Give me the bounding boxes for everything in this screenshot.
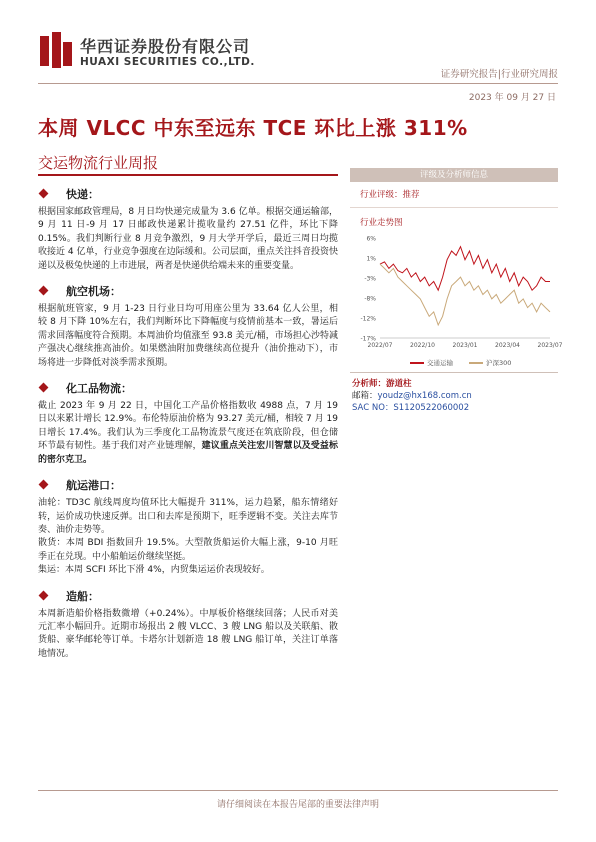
section-paragraph [38,537,338,564]
sidebar-head: 评级及分析师信息 [350,168,558,182]
paragraph-text: 根据航班管家，9 月 1-23 日行业日均可用座公里为 33.64 亿人公里，相较 8 月下降 10%左右，我们判断环比下降幅度与疫情前基本一致，暑运后需求回落幅度符合预期。本周油价均值涨至 93.8 美元/桶，市场担心沙特减产强决心继续推高油价。如果燃油附加费继续高位提升（油价推动下），市场将进一步降低对淡季需求预期。 [38,304,338,368]
series-line [380,247,550,291]
analyst-name: 游道柱 [386,379,412,389]
logo-mark-icon [40,32,72,68]
section-head [38,283,338,299]
diamond-bullet-icon [39,383,49,393]
page-subtitle: 交运物流行业周报 [38,154,159,172]
section-paragraph [38,608,338,662]
industry-rating [350,182,558,208]
legend-label: 沪深300 [486,359,512,367]
logo-en-text: HUAXI SECURITIES CO.,LTD. [80,56,255,68]
section [38,380,338,467]
section-paragraph [38,400,338,467]
x-tick-label: 2022/07 [367,342,393,349]
y-tick-label: -12% [360,315,376,323]
report-type: 证券研究报告|行业研究周报 [440,69,558,80]
paragraph-text: 集运：本周 SCFI 环比下滑 4%，内贸集运运价表现较好。 [38,565,270,576]
legend-item [410,359,453,367]
main-content [38,186,338,671]
y-tick-label: 6% [366,235,376,243]
analyst-divider [350,372,558,373]
diamond-bullet-icon [39,590,49,600]
section-title: 航空机场： [66,285,121,299]
company-logo [40,30,280,74]
rating-value: 推荐 [402,190,420,200]
x-tick-label: 2023/04 [495,342,520,349]
section [38,588,338,662]
section-head [38,477,338,493]
section-title: 造船： [66,589,99,603]
section [38,477,338,577]
rating-label: 行业评级： [360,190,403,200]
page-title: 本周 VLCC 中东至远东 TCE 环比上涨 311% [38,116,468,140]
sidebar [350,168,563,375]
footer-divider [38,790,558,791]
legend-swatch [410,362,424,364]
diamond-bullet-icon [39,189,49,199]
section-paragraph [38,303,338,370]
x-tick-label: 2023/07 [537,342,563,349]
paragraph-text: 散货：本周 BDI 指数回升 19.5%。大型散货船运价大幅上涨，9-10 月旺季正在兑现。中小船舶运价继续坚挺。 [38,538,338,562]
analyst-sac: SAC NO：S1120522060002 [352,403,470,413]
email-label: 邮箱： [352,391,378,401]
series-line [380,264,550,325]
legend-item [469,359,511,367]
paragraph-text: 油轮：TD3C 航线周度均值环比大幅提升 311%，运力趋紧，船东情绪好转，运价成功快速反弹。出口和去库是预期下，旺季逻辑不变。关注去库节奏、油价走势等。 [38,498,338,535]
section-title: 化工品物流： [66,382,132,396]
chart-legend [410,358,527,367]
x-tick-label: 2022/10 [410,342,435,349]
footer-disclaimer: 请仔细阅读在本报告尾部的重要法律声明 [216,800,379,810]
logo-cn-text: 华西证券股份有限公司 [80,37,251,56]
subtitle-underline [38,174,338,176]
paragraph-bold-text: 建议重点关注宏川智慧以及受益标的密尔克卫。 [38,441,338,465]
diamond-bullet-icon [39,286,49,296]
section-paragraph [38,206,338,273]
analyst-email[interactable]: youdz@hx168.com.cn [377,391,472,401]
analyst-label: 分析师： [352,379,387,389]
y-tick-label: -8% [364,295,376,303]
paragraph-text: 根据国家邮政管理局，8 月日均快递完成量为 3.6 亿单。根据交通运输部，9 月 11 日-9 月 17 日邮政快递累计揽收量约 27.51 亿件，环比下降 0.15%。我们判断行业 8 月竞争激烈，9 月大学开学后，最近三周日均揽收接近 4 亿单，行业竞争强度在边际缓和。公司层面，重点关注抖音投资快递以及极兔快递的上市进展，两者是快递供给端未来的重要变量。 [38,207,338,271]
section [38,186,338,273]
paragraph-text: 本周新造船价格指数微增（+0.24%）。中厚板价格继续回落；人民币对美元汇率小幅回升。近期市场报出 2 艘 VLCC、3 艘 LNG 船以及关联船、散货船、豪华邮轮等订单。卡塔尔计划新造 18 艘 LNG 船订单，关注订单落地情况。 [38,608,338,659]
section-head [38,588,338,604]
legend-label: 交通运输 [427,359,453,367]
y-tick-label: -3% [364,275,376,283]
x-tick-label: 2023/01 [452,342,478,349]
y-tick-label: -17% [360,335,376,343]
section-title: 快递： [66,188,99,201]
section-head [38,186,338,202]
trend-chart-svg [350,230,563,360]
section [38,283,338,370]
section-head [38,380,338,396]
analyst-info [352,378,558,414]
diamond-bullet-icon [39,480,49,490]
paragraph-text: 截止 2023 年 9 月 22 日，中国化工产品价格指数收 4988 点，7 月 19 日以来累计增长 12.9%。布伦特原油价格为 93.27 美元/桶，相较 7 月 19 日增长 17.4%。我们认为三季度化工品物流景气度还在筑底阶段，但仓储环节最有韧性。基于我们对产业链理解， [38,401,338,452]
header-divider [38,83,558,84]
trend-chart [350,230,563,375]
y-tick-label: 1% [366,255,376,263]
trend-label: 行业走势图 [360,218,403,228]
legend-swatch [469,362,483,364]
section-paragraph [38,564,338,577]
report-date: 2023 年 09 月 27 日 [468,93,556,103]
section-title: 航运港口： [66,479,121,493]
section-paragraph [38,497,338,537]
